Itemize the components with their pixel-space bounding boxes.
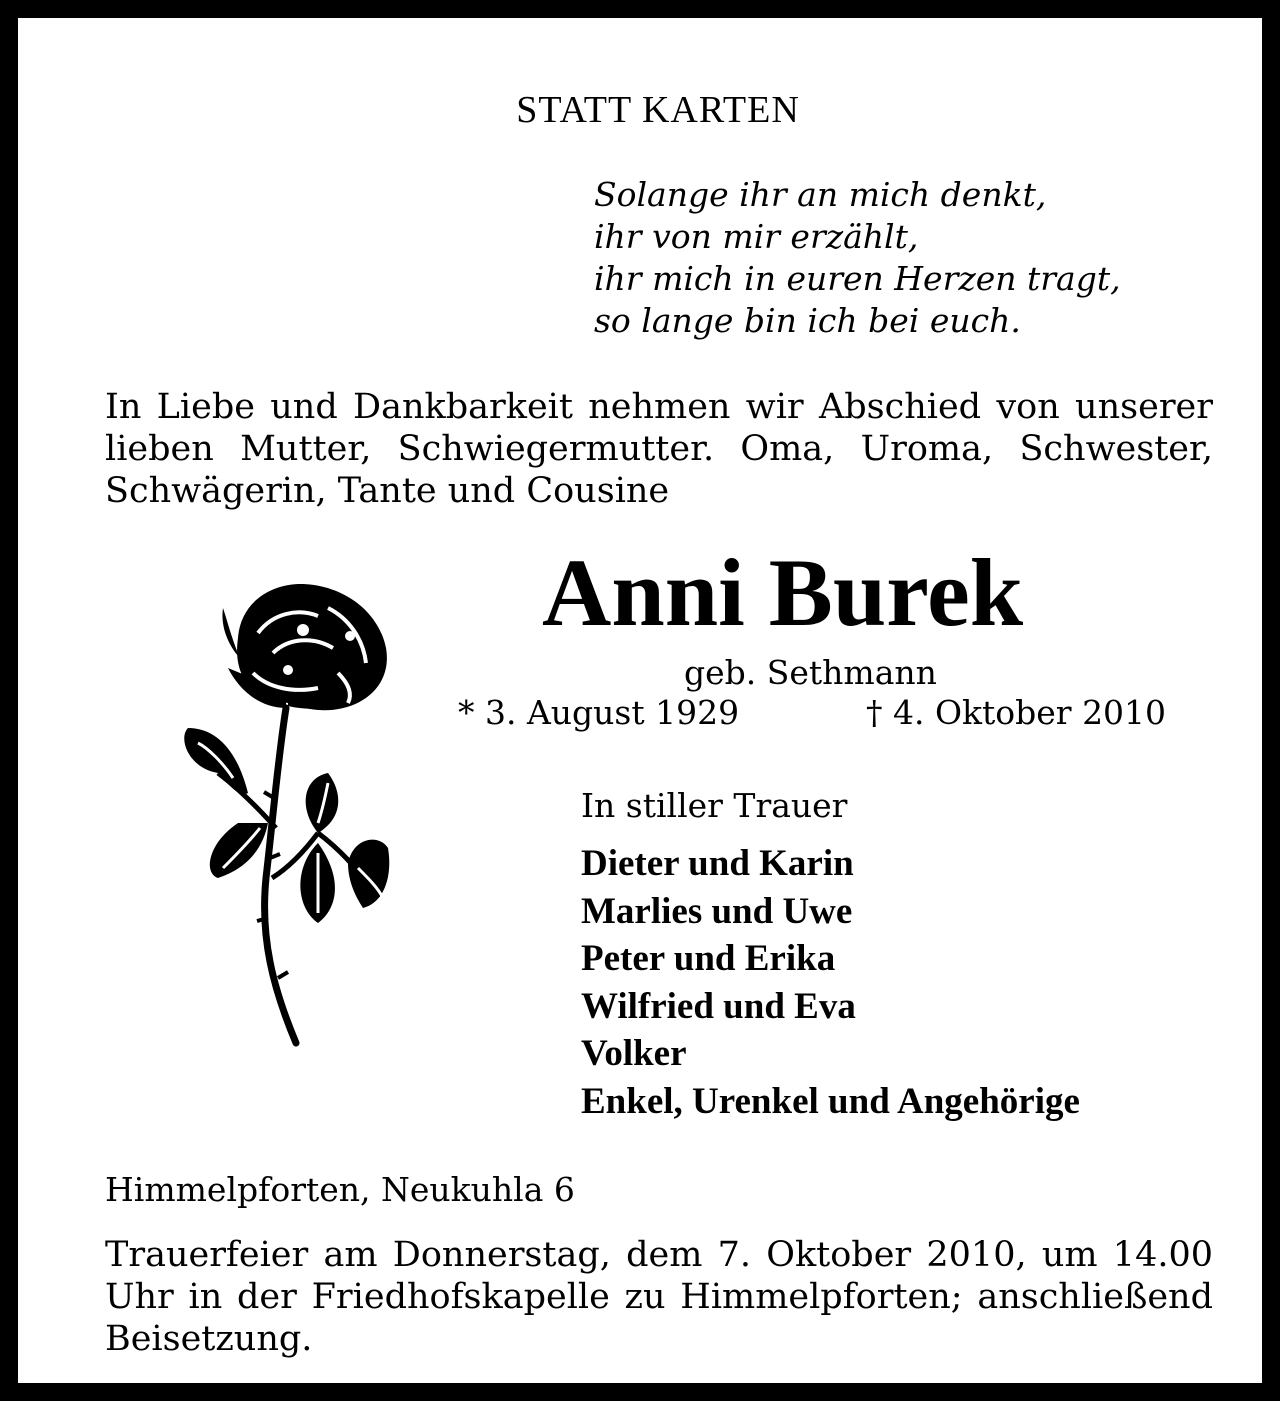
mourner-name: Enkel, Urenkel und Angehörige [581,1080,1080,1122]
maiden-name: geb. Sethmann [684,653,937,692]
birth-date: * 3. August 1929 [458,693,740,732]
rose-icon [178,578,408,1048]
death-date: † 4. Oktober 2010 [866,693,1167,732]
poem-line: Solange ihr an mich denkt, [594,175,1047,214]
mourner-name: Wilfried und Eva [581,985,856,1027]
mourner-name: Marlies und Uwe [581,890,853,932]
mourner-name: Peter und Erika [581,938,836,979]
poem-line: so lange bin ich bei euch. [594,301,1021,340]
poem-line: ihr mich in euren Herzen tragt, [594,259,1121,298]
address: Himmelpforten, Neukuhla 6 [105,1170,575,1209]
deceased-name: Anni Burek [542,539,1024,646]
ceremony-details: Trauerfeier am Donnerstag, dem 7. Oktober 2010, um 14.00 Uhr in der Friedhofskapelle zu Himmelpforten; anschließend Beisetzung. [105,1235,1213,1359]
statt-karten-heading: STATT KARTEN [516,89,800,131]
mourner-name: Volker [581,1033,687,1074]
poem-line: ihr von mir erzählt, [594,217,919,256]
farewell-text: In Liebe und Dankbarkeit nehmen wir Abschied von unserer lieben Mutter, Schwiegermutter. Oma, Uroma, Schwester, Schwägerin, Tante und Cousine [105,387,1213,511]
mourners-list [581,840,1080,1125]
poem [594,174,1234,342]
mourning-heading: In stiller Trauer [581,786,848,825]
mourner-name: Dieter und Karin [581,843,854,884]
